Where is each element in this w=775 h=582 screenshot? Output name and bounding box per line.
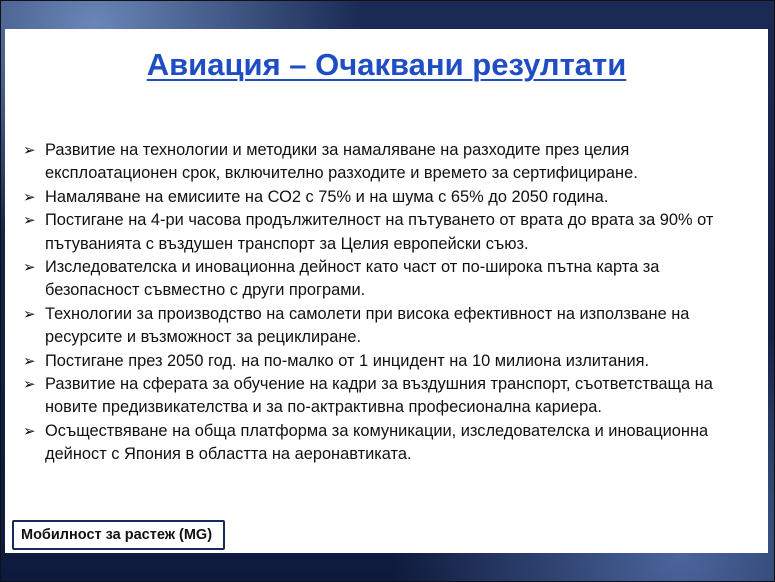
bullet-text: Намаляване на емисиите на СО2 с 75% и на шума с 65% до 2050 година. bbox=[45, 187, 609, 206]
bullet-text: Постигане на 4-ри часова продължителност на пътуването от врата до врата за 90% от пътуванията с въздушен транспорт за Целия европейски съюз. bbox=[45, 211, 714, 253]
content-panel bbox=[5, 29, 768, 553]
list-item bbox=[23, 303, 753, 350]
arrow-bullet-icon: ➢ bbox=[23, 188, 36, 206]
list-item bbox=[23, 420, 753, 467]
list-item bbox=[23, 350, 753, 373]
arrow-bullet-icon: ➢ bbox=[23, 376, 36, 394]
bullet-text: Постигане през 2050 год. на по-малко от 1 инцидент на 10 милиона излитания. bbox=[45, 351, 650, 370]
list-item bbox=[23, 186, 753, 209]
arrow-bullet-icon: ➢ bbox=[23, 259, 36, 277]
slide-title: Авиация – Очаквани резултати bbox=[146, 47, 627, 82]
bullet-text: Развитие на технологии и методики за намаляване на разходите през целия експлоатационен срок, включително разходите и времето за сертифициране. bbox=[45, 141, 638, 183]
list-item bbox=[23, 209, 753, 256]
list-item bbox=[23, 373, 753, 420]
bullet-text: Осъществяване на обща платформа за комуникации, изследователска и иновационна дейност с Япония в областта на аеронавтиката. bbox=[45, 421, 709, 464]
arrow-bullet-icon: ➢ bbox=[23, 305, 36, 323]
bullet-text: Развитие на сферата за обучение на кадри за въздушния транспорт, съответстваща на новите предизвикателства и за по-актрактивна професионална кариера. bbox=[45, 375, 713, 417]
list-item bbox=[23, 256, 753, 303]
bullet-text: Технологии за производство на самолети при висока ефективност на използване на ресурсите и възможност за рециклиране. bbox=[45, 304, 690, 347]
bullet-text: Изследователска и иновационна дейност като част от по-широка пътна карта за безопасност съвместно с други програми. bbox=[45, 258, 660, 300]
bullet-list bbox=[23, 139, 753, 467]
arrow-bullet-icon: ➢ bbox=[23, 422, 36, 440]
arrow-bullet-icon: ➢ bbox=[23, 212, 36, 230]
list-item bbox=[23, 139, 753, 186]
arrow-bullet-icon: ➢ bbox=[23, 142, 36, 159]
arrow-bullet-icon: ➢ bbox=[23, 352, 36, 370]
footer-label: Мобилност за растеж (MG) bbox=[12, 520, 225, 550]
